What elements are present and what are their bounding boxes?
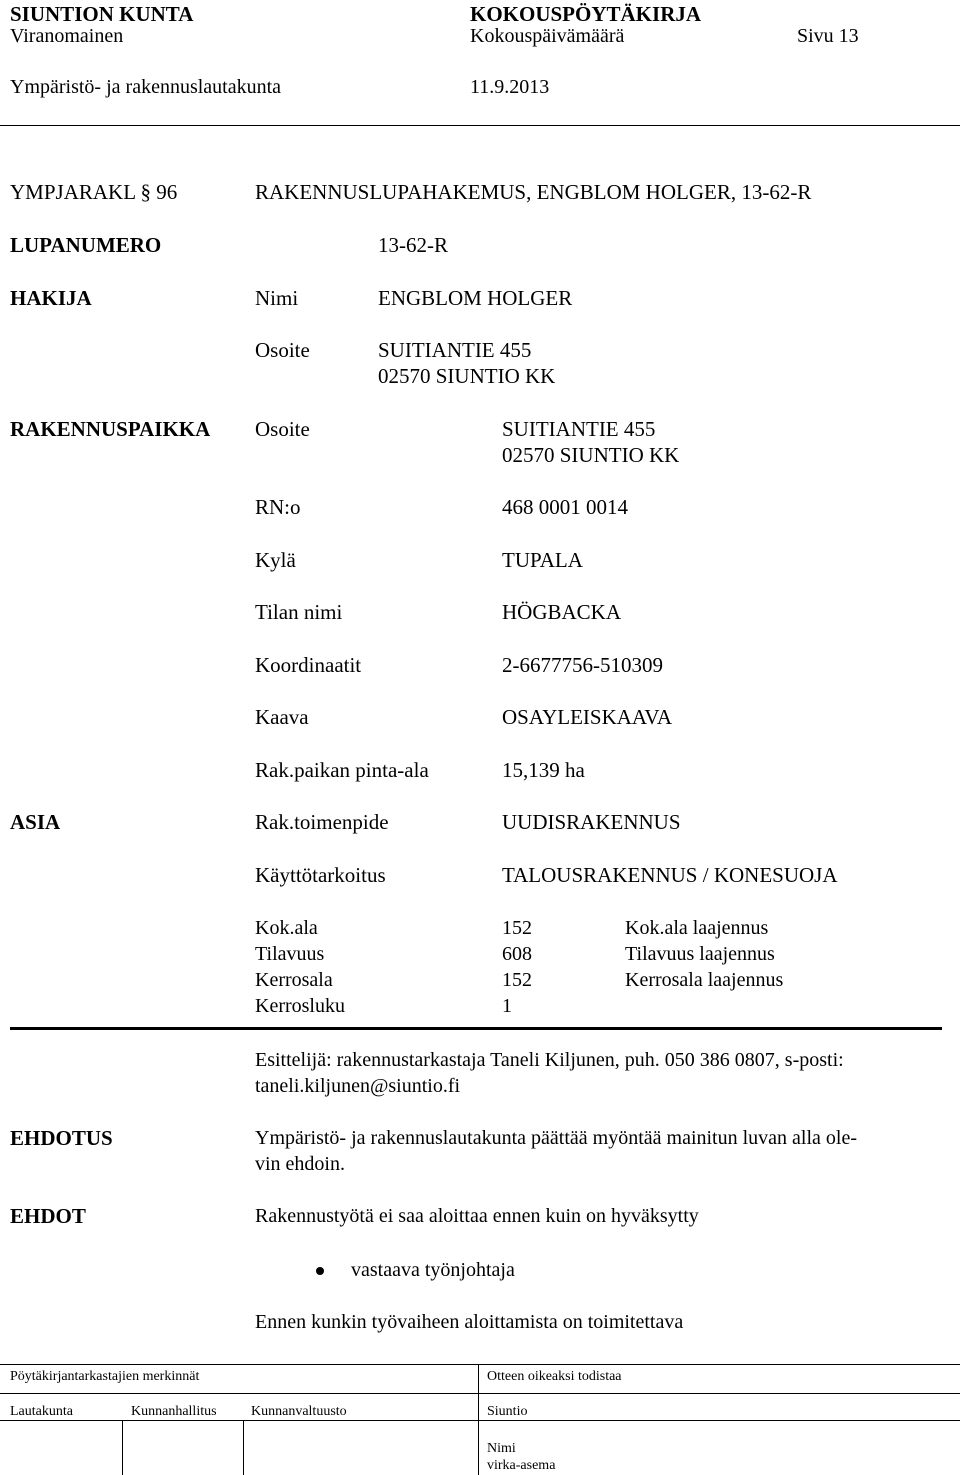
area-label: Kerrosluku [255,995,345,1017]
footer-row-border [0,1420,960,1421]
area-label: Tilavuus [255,943,325,965]
footer-top-border [0,1364,960,1365]
meeting-date: 11.9.2013 [470,76,550,98]
area-label: Kerrosala [255,969,333,991]
area-extension-label: Tilavuus laajennus [625,943,775,965]
area-value: 152 [502,917,532,939]
presenter-email: taneli.kiljunen@siuntio.fi [255,1075,461,1097]
area-value: 608 [502,943,532,965]
authority-label: Viranomainen [10,25,124,47]
conditions-intro: Rakennustyötä ei saa aloittaa ennen kuin on hyväksytty [255,1205,699,1227]
site-field-value: TUPALA [502,548,583,572]
site-field-value: 468 0001 0014 [502,495,628,519]
case-title: RAKENNUSLUPAHAKEMUS, ENGBLOM HOLGER, 13-62-R [255,180,812,204]
header-divider [0,125,960,126]
permit-number: 13-62-R [378,233,448,257]
proposal-line2: vin ehdoin. [255,1153,345,1175]
conditions-label: EHDOT [10,1204,86,1228]
site-field-label: Koordinaatit [255,653,362,677]
conditions-bullet-item: vastaava työnjohtaja [351,1259,515,1281]
site-field-value: HÖGBACKA [502,600,622,624]
permit-label: LUPANUMERO [10,233,162,257]
municipality-name: SIUNTION KUNTA [10,2,194,26]
area-value: 1 [502,995,512,1017]
matter-field-value: UUDISRAKENNUS [502,810,681,834]
matter-field-value: TALOUSRAKENNUS / KONESUOJA [502,863,838,887]
site-field-value: 15,139 ha [502,758,585,782]
footer-name-label: Nimi [487,1441,516,1456]
footer-body-label: Kunnanvaltuusto [251,1404,347,1419]
meeting-date-label: Kokouspäivämäärä [470,25,625,47]
section-divider [10,1027,942,1030]
conditions-after: Ennen kunkin työvaiheen aloittamista on toimitettava [255,1311,684,1333]
site-field-label: Rak.paikan pinta-ala [255,758,429,782]
site-address-line2: 02570 SIUNTIO KK [502,443,680,467]
reviewers-label: Pöytäkirjantarkastajien merkinnät [10,1369,200,1384]
site-address-line1: SUITIANTIE 455 [502,417,656,441]
site-field-label: Kylä [255,548,296,572]
area-extension-label: Kerrosala laajennus [625,969,784,991]
page-number: Sivu 13 [797,25,859,47]
matter-field-label: Rak.toimenpide [255,810,389,834]
footer-body-label: Kunnanhallitus [131,1404,217,1419]
footer-place: Siuntio [487,1404,528,1419]
area-value: 152 [502,969,532,991]
certified-label: Otteen oikeaksi todistaa [487,1369,622,1384]
matter-field-label: Käyttötarkoitus [255,863,386,887]
footer-row-border [0,1393,960,1394]
site-field-value: 2-6677756-510309 [502,653,663,677]
footer-column-divider [122,1420,123,1475]
presenter-line1: Esittelijä: rakennustarkastaja Taneli Kiljunen, puh. 050 386 0807, s-posti: [255,1049,844,1071]
footer-column-divider [478,1364,479,1475]
applicant-name-label: Nimi [255,286,299,310]
footer-body-label: Lautakunta [10,1404,73,1419]
area-extension-label: Kok.ala laajennus [625,917,769,939]
applicant-address-line2: 02570 SIUNTIO KK [378,364,556,388]
applicant-address-line1: SUITIANTIE 455 [378,338,532,362]
footer-position-label: virka-asema [487,1458,556,1473]
site-field-label: Tilan nimi [255,600,343,624]
document-type: KOKOUSPÖYTÄKIRJA [470,2,702,26]
applicant-address-label: Osoite [255,338,310,362]
bullet-icon [316,1267,324,1275]
case-id: YMPJARAKL § 96 [10,180,178,204]
site-address-label: Osoite [255,417,310,441]
site-field-label: RN:o [255,495,301,519]
site-field-label: Kaava [255,705,309,729]
site-field-value: OSAYLEISKAAVA [502,705,672,729]
area-label: Kok.ala [255,917,318,939]
proposal-label: EHDOTUS [10,1126,113,1150]
proposal-line1: Ympäristö- ja rakennuslautakunta päättää myöntää mainitun luvan alla ole- [255,1127,858,1149]
applicant-label: HAKIJA [10,286,92,310]
authority-name: Ympäristö- ja rakennuslautakunta [10,76,282,98]
applicant-name: ENGBLOM HOLGER [378,286,573,310]
site-label: RAKENNUSPAIKKA [10,417,211,441]
matter-label: ASIA [10,810,61,834]
footer-column-divider [243,1420,244,1475]
